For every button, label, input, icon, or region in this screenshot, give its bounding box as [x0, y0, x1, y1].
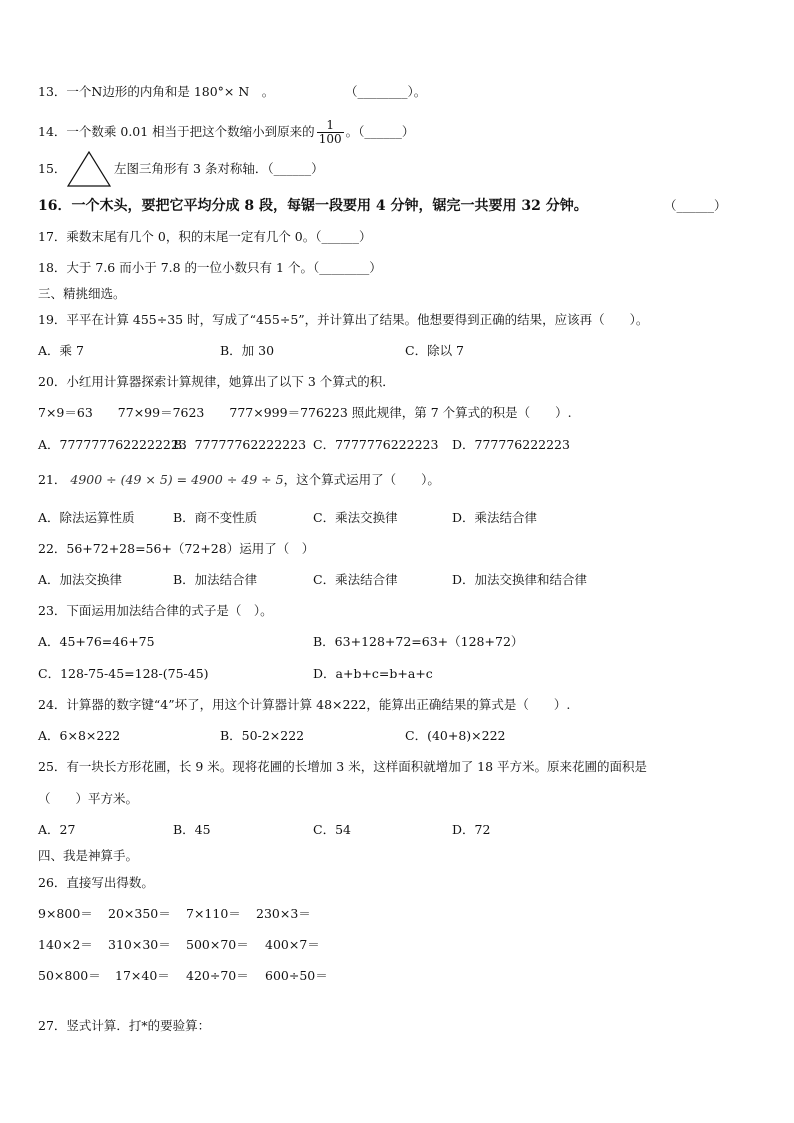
option-d: D．加法交换律和结合律	[452, 572, 588, 587]
calc-item: 50×800＝	[38, 968, 101, 983]
question-text: 56+72+28=56+（72+28）运用了（ ）	[66, 541, 315, 556]
calc-item: 17×40＝	[115, 968, 170, 983]
option-d: D．777776222223	[452, 437, 570, 452]
calc-item: 420÷70＝	[186, 968, 249, 983]
calc-item: 230×3＝	[256, 906, 311, 921]
calc-item: 20×350＝	[108, 906, 171, 921]
option-c: C．除以 7	[405, 343, 464, 358]
option-c: C．(40+8)×222	[405, 728, 506, 743]
option-a: A．除法运算性质	[38, 510, 135, 525]
question-number: 17．	[38, 229, 67, 244]
question-13	[38, 84, 427, 100]
option-b: B．45	[173, 822, 211, 837]
question-20	[38, 374, 395, 390]
question-number: 25．	[38, 759, 67, 774]
question-23	[38, 603, 273, 619]
question-18	[38, 260, 382, 276]
question-number: 18．	[38, 260, 67, 275]
question-text: 一个木头，要把它平均分成 8 段，每锯一段要用 4 分钟，锯完一共要用 32 分钟。	[71, 198, 588, 214]
question-25-continued: （ ）平方米。	[38, 791, 139, 806]
option-d: D．a+b+c=b+a+c	[313, 666, 433, 681]
option-c: C．乘法交换律	[313, 510, 398, 525]
section-heading: 四、我是神算手。	[38, 848, 139, 863]
question-27	[38, 1018, 210, 1034]
answer-blank: 。（______）	[345, 124, 415, 139]
question-number: 13．	[38, 84, 67, 99]
answer-blank: （________）。	[345, 84, 427, 99]
option-c: C．乘法结合律	[313, 572, 398, 587]
calc-item: 400×7＝	[265, 937, 320, 952]
question-number: 27．	[38, 1018, 67, 1033]
question-22	[38, 541, 314, 557]
question-number: 24．	[38, 697, 67, 712]
option-b: B．50-2×222	[220, 728, 305, 743]
question-text: 大于 7.6 而小于 7.8 的一位小数只有 1 个。（________）	[66, 260, 382, 275]
question-number: 15．	[38, 161, 67, 176]
triangle-figure	[66, 150, 112, 188]
calc-item: 310×30＝	[108, 937, 171, 952]
option-a: A．7777777622222223	[38, 437, 187, 452]
calc-item: 600÷50＝	[265, 968, 328, 983]
option-a: A．45+76=46+75	[38, 634, 155, 649]
option-a: A．加法交换律	[38, 572, 123, 587]
option-d: D．72	[452, 822, 491, 837]
fraction	[317, 119, 344, 146]
question-20-sequence: 7×9＝63 77×99＝7623 777×999＝776223 照此规律，第 7 个算式的积是（ ）.	[38, 405, 572, 420]
question-17	[38, 229, 372, 245]
question-number: 21．	[38, 472, 67, 487]
question-number: 16．	[38, 198, 72, 214]
fraction-denominator: 100	[318, 132, 342, 146]
option-a: A．乘 7	[38, 343, 84, 358]
option-d: D．乘法结合律	[452, 510, 538, 525]
question-14	[38, 116, 414, 148]
option-a: A．6×8×222	[38, 728, 121, 743]
option-b: B．77777762222223	[173, 437, 307, 452]
question-text: 计算器的数字键“4”坏了，用这个计算器计算 48×222，能算出正确结果的算式是（ ）.	[66, 697, 571, 712]
question-text: 平平在计算 455÷35 时，写成了“455÷5”，并计算出了结果。他想要得到正确的结果，应该再（ ）。	[66, 312, 649, 327]
question-text: 一个数乘 0.01 相当于把这个数缩小到原来的	[66, 124, 315, 139]
question-text: 小红用计算器探索计算规律，她算出了以下 3 个算式的积．	[66, 374, 395, 389]
option-c: C．54	[313, 822, 351, 837]
question-text: 直接写出得数。	[66, 875, 154, 890]
option-b: B．加 30	[220, 343, 275, 358]
question-text: ，这个算式运用了（ ）。	[283, 472, 440, 487]
question-number: 22．	[38, 541, 67, 556]
question-text: 下面运用加法结合律的式子是（ ）。	[66, 603, 273, 618]
question-text: 左图三角形有 3 条对称轴．（______）	[114, 161, 324, 176]
question-text: 有一块长方形花圃，长 9 米。现将花圃的长增加 3 米，这样面积就增加了 18 平方米。原来花圃的面积是	[66, 759, 648, 774]
question-26	[38, 875, 154, 891]
question-text: 一个N边形的内角和是 180°× N 。	[66, 84, 275, 99]
option-b: B．商不变性质	[173, 510, 258, 525]
question-number: 23．	[38, 603, 67, 618]
question-text: 竖式计算．打*的要验算：	[66, 1018, 211, 1033]
question-15	[38, 161, 324, 177]
calc-item: 9×800＝	[38, 906, 93, 921]
option-c: C．7777776222223	[313, 437, 439, 452]
question-25	[38, 759, 647, 775]
question-24	[38, 697, 570, 713]
fraction-numerator: 1	[317, 119, 344, 133]
question-number: 26．	[38, 875, 67, 890]
question-21	[38, 472, 440, 488]
option-b: B．加法结合律	[173, 572, 258, 587]
section-heading: 三、精挑细选。	[38, 286, 126, 301]
question-16	[38, 198, 727, 214]
option-a: A．27	[38, 822, 76, 837]
math-expression: 4900 ÷ (49 × 5) = 4900 ÷ 49 ÷ 5	[70, 472, 284, 487]
question-number: 20．	[38, 374, 67, 389]
option-b: B．63+128+72=63+（128+72）	[313, 634, 524, 649]
option-c: C．128-75-45=128-(75-45)	[38, 666, 209, 681]
question-19	[38, 312, 648, 328]
calc-item: 7×110＝	[186, 906, 241, 921]
question-number: 14．	[38, 124, 67, 139]
answer-blank: （______）	[664, 198, 727, 213]
question-number: 19．	[38, 312, 67, 327]
calc-item: 140×2＝	[38, 937, 93, 952]
question-text: 乘数末尾有几个 0，积的末尾一定有几个 0。（______）	[66, 229, 372, 244]
calc-item: 500×70＝	[186, 937, 249, 952]
